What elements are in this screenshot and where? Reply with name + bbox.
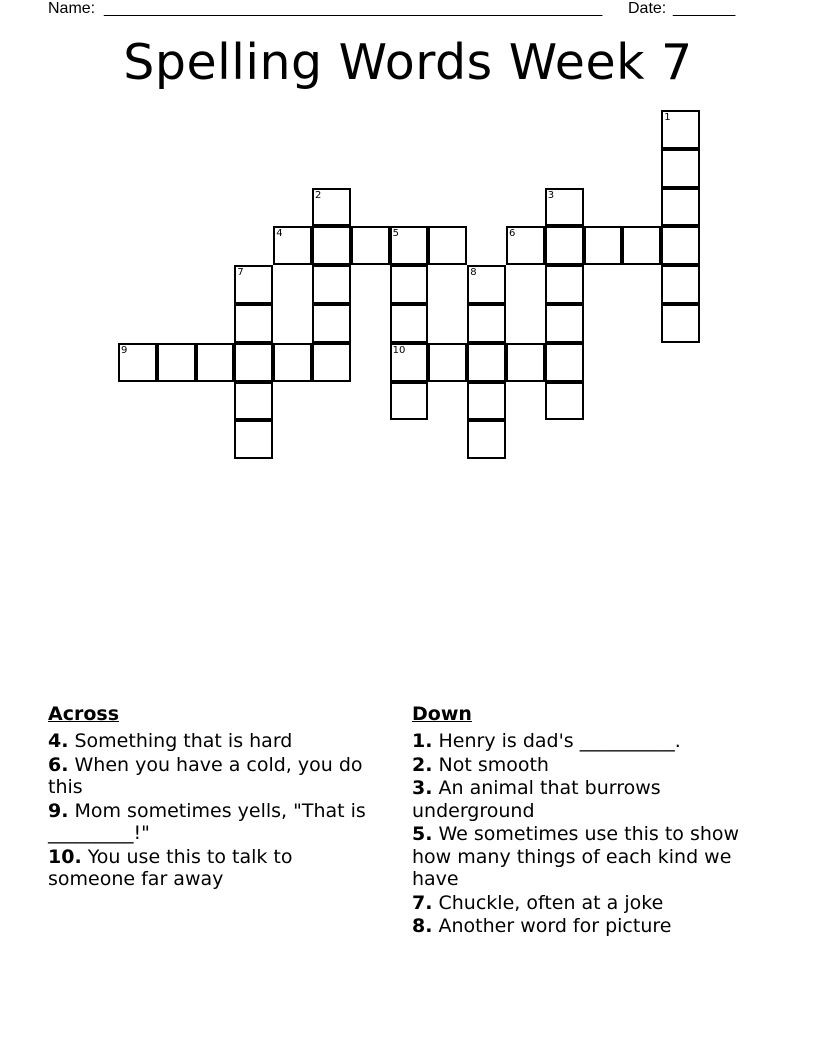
crossword-cell[interactable]: [312, 343, 351, 382]
crossword-cell[interactable]: [661, 149, 700, 188]
clue-text: Henry is dad's __________.: [432, 730, 681, 752]
clue-text: We sometimes use this to show how many things of each kind we have: [412, 823, 740, 890]
clue-text: Not smooth: [432, 753, 549, 776]
crossword-cell[interactable]: [390, 343, 429, 382]
clue-number: 10.: [48, 845, 82, 868]
clue-number: 4: [276, 228, 283, 240]
crossword-cell[interactable]: [545, 265, 584, 304]
clue-number: 9: [121, 344, 128, 356]
crossword-cell[interactable]: [157, 343, 196, 382]
crossword-cell[interactable]: [234, 343, 273, 382]
crossword-cell[interactable]: [118, 343, 157, 382]
date-blank[interactable]: _______: [673, 0, 736, 17]
clue-number: 8.: [412, 915, 433, 937]
name-blank[interactable]: ________________________________________________________: [104, 0, 603, 17]
clue-number: 5.: [412, 823, 433, 845]
crossword-cell[interactable]: [545, 304, 584, 343]
clue-number: 2.: [412, 753, 433, 776]
crossword-cell[interactable]: [661, 226, 700, 265]
clue-number: 8: [470, 267, 477, 279]
clue-number: 1.: [412, 730, 433, 752]
crossword-cell[interactable]: [584, 226, 623, 265]
crossword-cell[interactable]: [545, 226, 584, 265]
clue-number: 6: [509, 228, 516, 240]
crossword-cell[interactable]: [273, 343, 312, 382]
clue-text: You use this to talk to someone far away: [48, 845, 293, 890]
crossword-cell[interactable]: [351, 226, 390, 265]
crossword-cell[interactable]: [312, 188, 351, 227]
crossword-cell[interactable]: [545, 382, 584, 421]
down-clue: [412, 777, 752, 822]
crossword-cell[interactable]: [467, 343, 506, 382]
crossword-cell[interactable]: [545, 343, 584, 382]
clue-number: 3.: [412, 777, 433, 799]
clue-text: Mom sometimes yells, "That is _________!": [48, 799, 366, 844]
clue-text: Another word for picture: [432, 915, 672, 937]
across-heading: Across: [48, 703, 120, 725]
crossword-cell[interactable]: [467, 304, 506, 343]
crossword-cell[interactable]: [234, 304, 273, 343]
down-clue: [412, 823, 752, 891]
crossword-cell[interactable]: [390, 304, 429, 343]
crossword-cell[interactable]: [312, 226, 351, 265]
across-clue: [48, 754, 378, 799]
clue-number: 3: [547, 189, 555, 201]
crossword-cell[interactable]: [428, 226, 467, 265]
crossword-cell[interactable]: [661, 304, 700, 343]
down-clue: [412, 915, 752, 938]
down-clues: [412, 702, 752, 939]
across-clues: [48, 702, 378, 892]
crossword-cell[interactable]: [506, 226, 545, 265]
clue-text: When you have a cold, you do this: [48, 753, 363, 798]
down-clue-list: [412, 730, 752, 938]
clue-number: 7.: [412, 891, 433, 914]
crossword-cell[interactable]: [467, 382, 506, 421]
name-label: Name:: [48, 0, 96, 17]
crossword-cell[interactable]: [234, 420, 273, 459]
date-label: Date:: [628, 0, 667, 17]
crossword-cell[interactable]: [196, 343, 235, 382]
clue-number: 10: [392, 344, 406, 356]
crossword-cell[interactable]: [661, 265, 700, 304]
crossword-cell[interactable]: [467, 420, 506, 459]
down-clue: [412, 754, 752, 777]
clue-number: 6.: [48, 753, 69, 776]
crossword-grid: [0, 0, 816, 470]
down-clue: [412, 730, 752, 753]
clue-number: 4.: [48, 730, 69, 752]
clue-number: 1: [664, 112, 671, 123]
clue-number: 2: [315, 189, 322, 201]
crossword-cell[interactable]: [428, 343, 467, 382]
clue-text: Something that is hard: [68, 730, 293, 752]
crossword-cell[interactable]: [390, 226, 429, 265]
crossword-cell[interactable]: [390, 265, 429, 304]
down-clue: [412, 892, 752, 915]
crossword-cell[interactable]: [661, 188, 700, 227]
crossword-cell[interactable]: [467, 265, 506, 304]
crossword-cell[interactable]: [312, 304, 351, 343]
crossword-cell[interactable]: [545, 188, 584, 227]
across-clue: [48, 730, 378, 753]
crossword-cell[interactable]: [273, 226, 312, 265]
down-heading: Down: [412, 703, 472, 725]
crossword-cell[interactable]: [234, 265, 273, 304]
crossword-cell[interactable]: [312, 265, 351, 304]
crossword-cell[interactable]: [390, 382, 429, 421]
crossword-cell[interactable]: [661, 110, 700, 149]
clue-number: 5: [392, 228, 399, 240]
page-title: Spelling Words Week 7: [123, 34, 693, 91]
clue-text: Chuckle, often at a joke: [432, 891, 664, 914]
crossword-cell[interactable]: [622, 226, 661, 265]
crossword-cell[interactable]: [234, 382, 273, 421]
across-clue: [48, 846, 378, 891]
clue-number: 7: [237, 267, 244, 279]
across-clue-list: [48, 730, 378, 891]
across-clue: [48, 800, 378, 845]
clue-number: 9.: [48, 799, 69, 822]
crossword-cell[interactable]: [506, 343, 545, 382]
clue-text: An animal that burrows underground: [412, 777, 661, 822]
